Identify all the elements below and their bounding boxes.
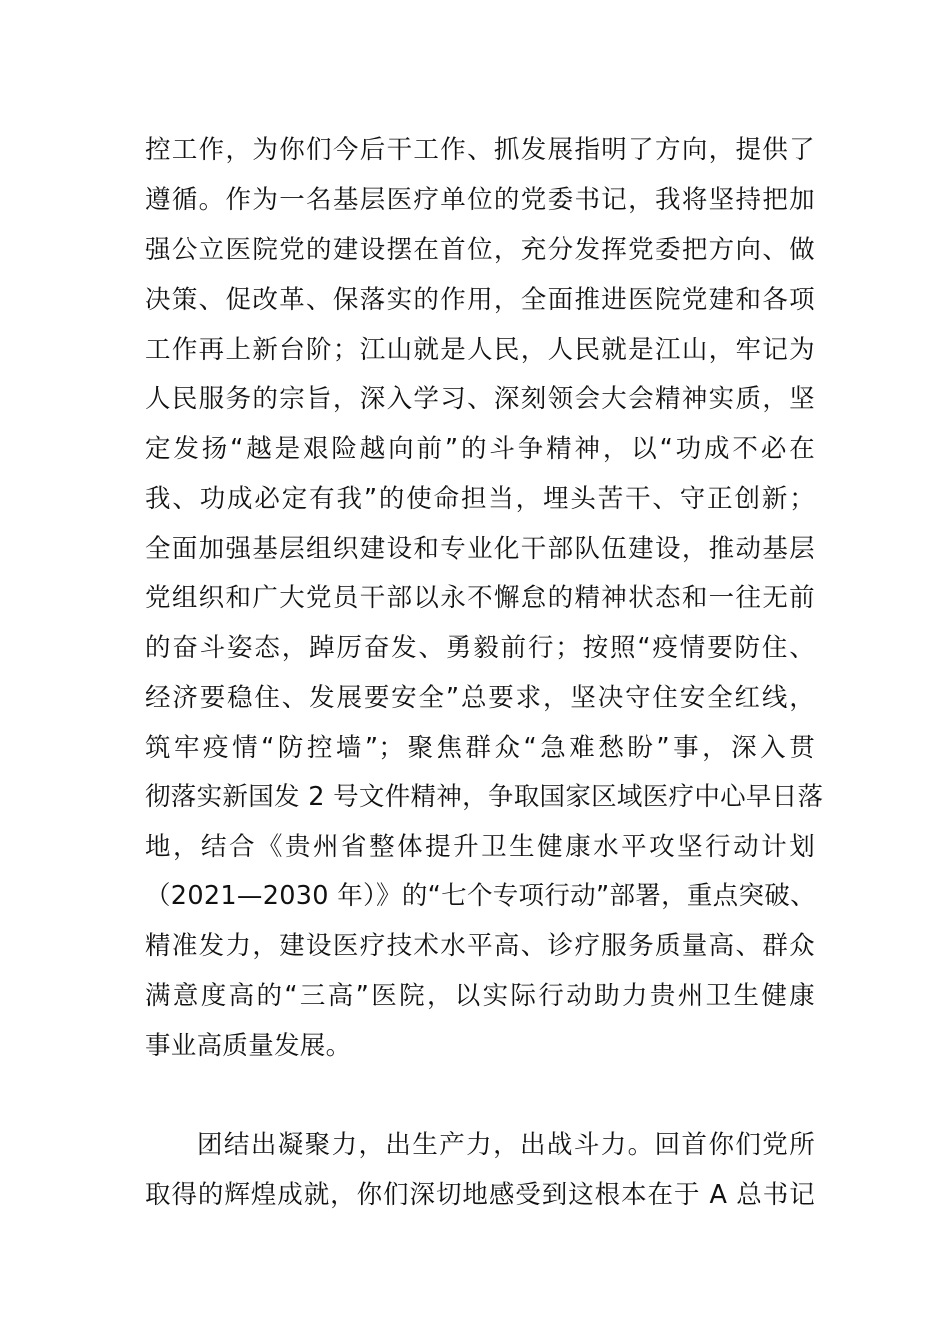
paragraph-1-line-6: 人民服务的宗旨，深入学习、深刻领会大会精神实质，坚 [145, 384, 815, 414]
paragraph-1-line-18: 满意度高的“三高”医院，以实际行动助力贵州卫生健康 [145, 981, 815, 1011]
paragraph-1-line-7: 定发扬“越是艰险越向前”的斗争精神，以“功成不必在 [145, 434, 815, 464]
paragraph-1-line-10: 党组织和广大党员干部以永不懈怠的精神状态和一往无前 [145, 583, 815, 613]
paragraph-1-line-3: 强公立医院党的建设摆在首位，充分发挥党委把方向、做 [145, 235, 815, 265]
paragraph-1-line-19: 事业高质量发展。 [145, 1031, 352, 1061]
paragraph-1-line-9: 全面加强基层组织建设和专业化干部队伍建设，推动基层 [145, 534, 815, 564]
paragraph-1-line-11: 的奋斗姿态，踔厉奋发、勇毅前行；按照“疫情要防住、 [145, 633, 815, 663]
paragraph-1-line-8: 我、功成必定有我”的使命担当，埋头苦干、守正创新； [145, 484, 815, 514]
paragraph-1-line-4: 决策、促改革、保落实的作用，全面推进医院党建和各项 [145, 285, 815, 315]
paragraph-1-line-17: 精准发力，建设医疗技术水平高、诊疗服务质量高、群众 [145, 931, 815, 961]
paragraph-1-line-15: 地，结合《贵州省整体提升卫生健康水平攻坚行动计划 [145, 832, 815, 862]
paragraph-1-line-5: 工作再上新台阶；江山就是人民，人民就是江山，牢记为 [145, 335, 815, 365]
paragraph-1-line-2: 遵循。作为一名基层医疗单位的党委书记，我将坚持把加 [145, 185, 815, 215]
paragraph-2-line-2: 取得的辉煌成就，你们深切地感受到这根本在于 A 总书记 [145, 1180, 815, 1210]
paragraph-2-line-1: 团结出凝聚力，出生产力，出战斗力。回首你们党所 [197, 1130, 815, 1160]
paragraph-1-line-1: 控工作，为你们今后干工作、抓发展指明了方向，提供了 [145, 135, 815, 165]
paragraph-1-line-14: 彻落实新国发 2 号文件精神，争取国家区域医疗中心早日落 [145, 782, 824, 812]
paragraph-1-line-16: （2021—2030 年）》的“七个专项行动”部署，重点突破、 [145, 881, 816, 911]
paragraph-1-line-13: 筑牢疫情“防控墙”；聚焦群众“急难愁盼”事，深入贯 [145, 733, 815, 763]
paragraph-1-line-12: 经济要稳住、发展要安全”总要求，坚决守住安全红线， [145, 683, 815, 713]
